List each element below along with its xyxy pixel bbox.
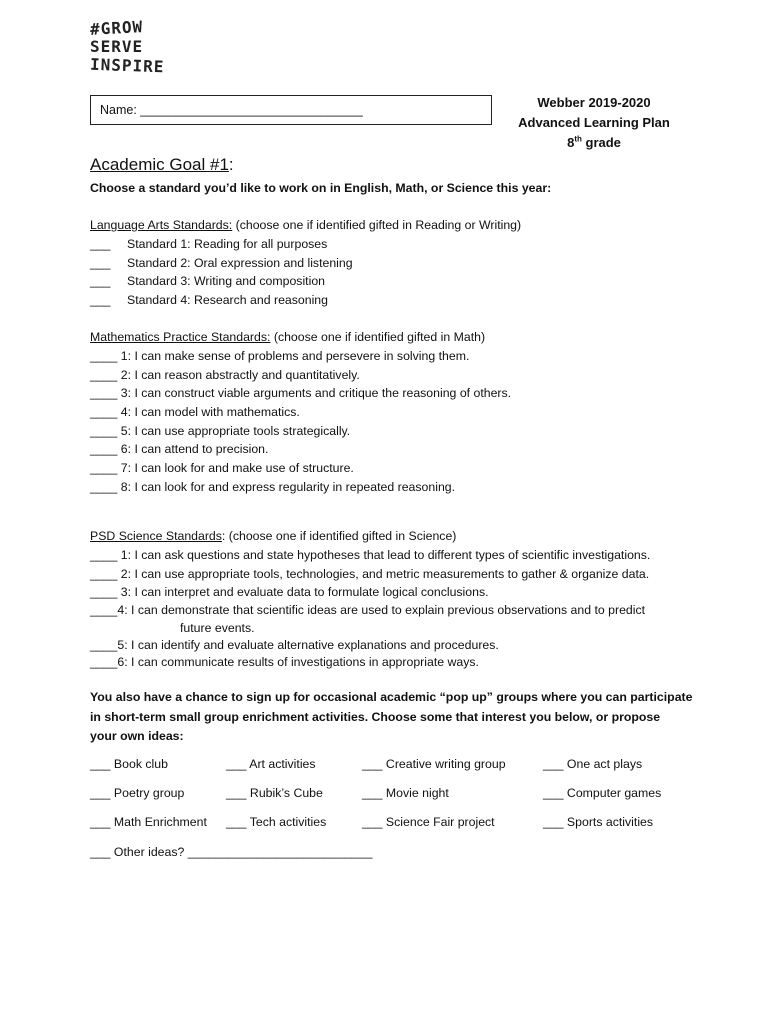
math-item[interactable]: ____ 5: I can use appropriate tools strategically.: [90, 424, 351, 438]
option-computer-games[interactable]: ___ Computer games: [543, 786, 662, 800]
logo-line-3: INSPIRE: [89, 54, 165, 77]
option-art-activities[interactable]: ___ Art activities: [226, 757, 316, 771]
science-item[interactable]: ____ 3: I can interpret and evaluate data to formulate logical conclusions.: [90, 585, 489, 599]
math-item[interactable]: ____ 3: I can construct viable arguments and critique the reasoning of others.: [90, 386, 512, 400]
option-science-fair-project[interactable]: ___ Science Fair project: [362, 815, 495, 829]
option-tech-activities[interactable]: ___ Tech activities: [226, 815, 327, 829]
science-item-continuation: future events.: [180, 621, 255, 635]
option-one-act-plays[interactable]: ___ One act plays: [543, 757, 643, 771]
science-heading: PSD Science Standards: (choose one if identified gifted in Science): [90, 529, 457, 543]
language-arts-item[interactable]: ___ Standard 3: Writing and composition: [90, 274, 325, 288]
math-item[interactable]: ____ 6: I can attend to precision.: [90, 442, 269, 456]
science-item[interactable]: ____4: I can demonstrate that scientific ideas are used to explain previous observations and to predict: [90, 603, 646, 617]
math-item[interactable]: ____ 7: I can look for and make use of structure.: [90, 461, 354, 475]
option-sports-activities[interactable]: ___ Sports activities: [543, 815, 654, 829]
popup-groups-paragraph: You also have a chance to sign up for occasional academic “pop up” groups where you can participate in short-term small group enrichment activities. Choose some that interest you below, or propose your own ideas:: [90, 690, 693, 743]
option-rubiks-cube[interactable]: ___ Rubik’s Cube: [226, 786, 323, 800]
header-school-year: Webber 2019-2020: [537, 95, 651, 110]
logo-line-2: SERVE: [90, 37, 144, 56]
instruction-text: Choose a standard you’d like to work on in English, Math, or Science this year:: [90, 181, 552, 195]
option-creative-writing-group[interactable]: ___ Creative writing group: [362, 757, 506, 771]
science-item[interactable]: ____ 2: I can use appropriate tools, technologies, and metric measurements to gather & organize data.: [90, 567, 650, 581]
header-grade: 8th grade: [567, 134, 621, 150]
grow-serve-inspire-logo: [89, 17, 165, 84]
science-item[interactable]: ____ 1: I can ask questions and state hypotheses that lead to different types of scientific investigations.: [90, 548, 651, 562]
math-item[interactable]: ____ 2: I can reason abstractly and quantitatively.: [90, 368, 360, 382]
option-math-enrichment[interactable]: ___ Math Enrichment: [90, 815, 207, 829]
academic-goal-title: Academic Goal #1:: [90, 155, 234, 174]
header-plan-title: Advanced Learning Plan: [518, 115, 670, 130]
name-field-label: Name: ________________________________: [100, 103, 363, 117]
math-item[interactable]: ____ 1: I can make sense of problems and persevere in solving them.: [90, 349, 470, 363]
language-arts-item[interactable]: ___ Standard 2: Oral expression and listening: [90, 256, 353, 270]
language-arts-heading: Language Arts Standards: (choose one if identified gifted in Reading or Writing): [90, 218, 522, 232]
math-item[interactable]: ____ 4: I can model with mathematics.: [90, 405, 300, 419]
option-movie-night[interactable]: ___ Movie night: [362, 786, 449, 800]
language-arts-item[interactable]: ___ Standard 4: Research and reasoning: [90, 293, 328, 307]
math-item[interactable]: ____ 8: I can look for and express regularity in repeated reasoning.: [90, 480, 456, 494]
language-arts-item[interactable]: ___ Standard 1: Reading for all purposes: [90, 237, 328, 251]
logo-line-1: #GROW: [89, 17, 144, 39]
name-field[interactable]: [90, 95, 492, 125]
option-book-club[interactable]: ___ Book club: [90, 757, 168, 771]
science-item[interactable]: ____5: I can identify and evaluate alternative explanations and procedures.: [90, 638, 499, 652]
science-item[interactable]: ____6: I can communicate results of investigations in appropriate ways.: [90, 655, 479, 669]
math-heading: Mathematics Practice Standards: (choose one if identified gifted in Math): [90, 330, 486, 344]
option-poetry-group[interactable]: ___ Poetry group: [90, 786, 185, 800]
document-header: [510, 93, 678, 153]
option-other-ideas[interactable]: ___ Other ideas? ___________________________: [90, 845, 373, 859]
